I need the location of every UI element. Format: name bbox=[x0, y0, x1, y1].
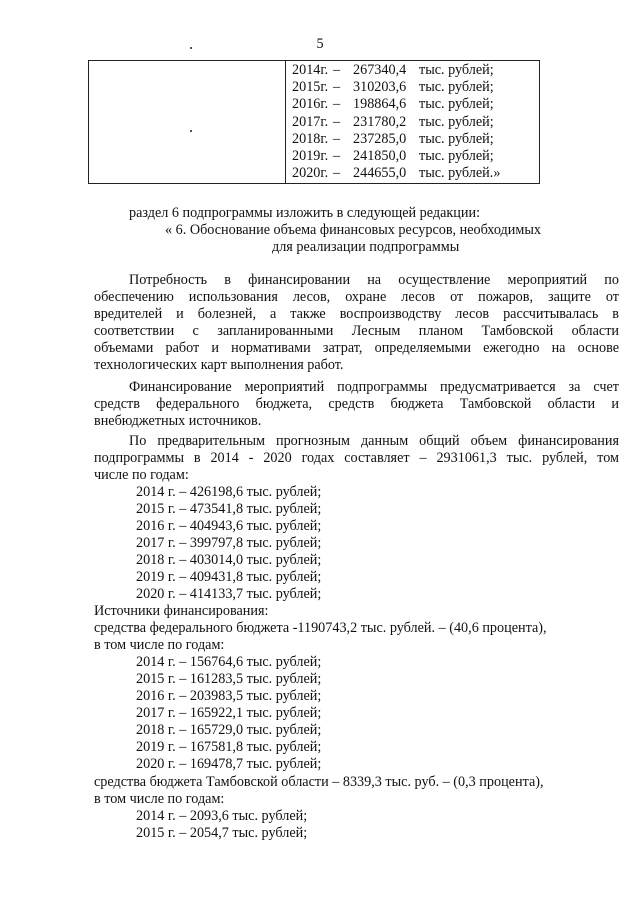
list-item: 2017 г. – 399797,8 тыс. рублей; bbox=[136, 535, 322, 551]
list-item: 2020 г. – 414133,7 тыс. рублей; bbox=[136, 586, 322, 602]
list-item: 2020 г. – 169478,7 тыс. рублей; bbox=[136, 756, 322, 772]
table-row: 2015г. – 310203,6 тыс. рублей; bbox=[292, 79, 494, 96]
list-item: 2015 г. – 2054,7 тыс. рублей; bbox=[136, 825, 308, 841]
list-item: 2015 г. – 473541,8 тыс. рублей; bbox=[136, 501, 322, 517]
intro-text: раздел 6 подпрограммы изложить в следующей редакции: bbox=[129, 205, 481, 221]
list-item: 2014 г. – 156764,6 тыс. рублей; bbox=[136, 654, 322, 670]
table-cell-values bbox=[292, 62, 500, 182]
para3-line: подпрограммы в 2014 - 2020 годах составляет – 2931061,3 тыс. рублей, том bbox=[94, 450, 619, 466]
table-row: 2018г. – 237285,0 тыс. рублей; bbox=[292, 130, 494, 147]
federal-by-year-list bbox=[136, 654, 321, 773]
scan-speck bbox=[190, 130, 192, 132]
list-item: 2018 г. – 403014,0 тыс. рублей; bbox=[136, 552, 322, 568]
scan-speck bbox=[190, 47, 192, 49]
list-item: 2014 г. – 2093,6 тыс. рублей; bbox=[136, 808, 308, 824]
para2-line: Финансирование мероприятий подпрограммы предусматривается за счет bbox=[129, 379, 619, 395]
regional-budget-line: средства бюджета Тамбовской области – 8339,3 тыс. руб. – (0,3 процента), bbox=[94, 774, 544, 790]
para2-last-line: внебюджетных источников. bbox=[94, 413, 262, 429]
list-item: 2018 г. – 165729,0 тыс. рублей; bbox=[136, 722, 322, 738]
list-item: 2016 г. – 203983,5 тыс. рублей; bbox=[136, 688, 322, 704]
para1-line: обеспечению использования лесов, охране лесов от пожаров, защите от bbox=[94, 289, 619, 305]
para3-line: По предварительным прогнозным данным общий объем финансирования bbox=[129, 433, 619, 449]
table-row: 2020г. – 244655,0 тыс. рублей.» bbox=[292, 165, 501, 182]
para1-last-line: технологических карт выполнения работ. bbox=[94, 357, 344, 373]
list-item: 2014 г. – 426198,6 тыс. рублей; bbox=[136, 484, 322, 500]
list-item: 2016 г. – 404943,6 тыс. рублей; bbox=[136, 518, 322, 534]
para2-line: средств федерального бюджета, средств бюджета Тамбовской области и bbox=[94, 396, 619, 412]
section-heading-line-1: « 6. Обоснование объема финансовых ресурсов, необходимых bbox=[165, 222, 541, 238]
para3-last-line: числе по годам: bbox=[94, 467, 189, 483]
funding-table bbox=[88, 60, 540, 184]
federal-budget-line: средства федерального бюджета -1190743,2 тыс. рублей. – (40,6 процента), bbox=[94, 620, 547, 636]
table-row: 2019г. – 241850,0 тыс. рублей; bbox=[292, 148, 494, 165]
section-heading-line-2: для реализации подпрограммы bbox=[272, 239, 460, 255]
sources-label: Источники финансирования: bbox=[94, 603, 269, 619]
table-row: 2016г. – 198864,6 тыс. рублей; bbox=[292, 96, 494, 113]
table-divider bbox=[285, 61, 286, 183]
regional-sub-label: в том числе по годам: bbox=[94, 791, 225, 807]
table-row: 2017г. – 231780,2 тыс. рублей; bbox=[292, 113, 494, 130]
list-item: 2015 г. – 161283,5 тыс. рублей; bbox=[136, 671, 322, 687]
list-item: 2019 г. – 167581,8 тыс. рублей; bbox=[136, 739, 322, 755]
federal-sub-label: в том числе по годам: bbox=[94, 637, 225, 653]
para1-line: вредителей и болезней, а также воспроизводству лесов рассчитывалась в bbox=[94, 306, 619, 322]
regional-by-year-list bbox=[136, 808, 307, 842]
para1-line: объемами работ и нормативами затрат, определяемыми ежегодно на основе bbox=[94, 340, 619, 356]
table-row: 2014г. – 267340,4 тыс. рублей; bbox=[292, 62, 494, 78]
list-item: 2019 г. – 409431,8 тыс. рублей; bbox=[136, 569, 322, 585]
page-number: 5 bbox=[316, 36, 324, 52]
para1-line: соответствии с запланированными Лесным планом Тамбовской области bbox=[94, 323, 619, 339]
total-by-year-list bbox=[136, 484, 321, 603]
para1-line: Потребность в финансировании на осуществление мероприятий по bbox=[129, 272, 619, 288]
list-item: 2017 г. – 165922,1 тыс. рублей; bbox=[136, 705, 322, 721]
